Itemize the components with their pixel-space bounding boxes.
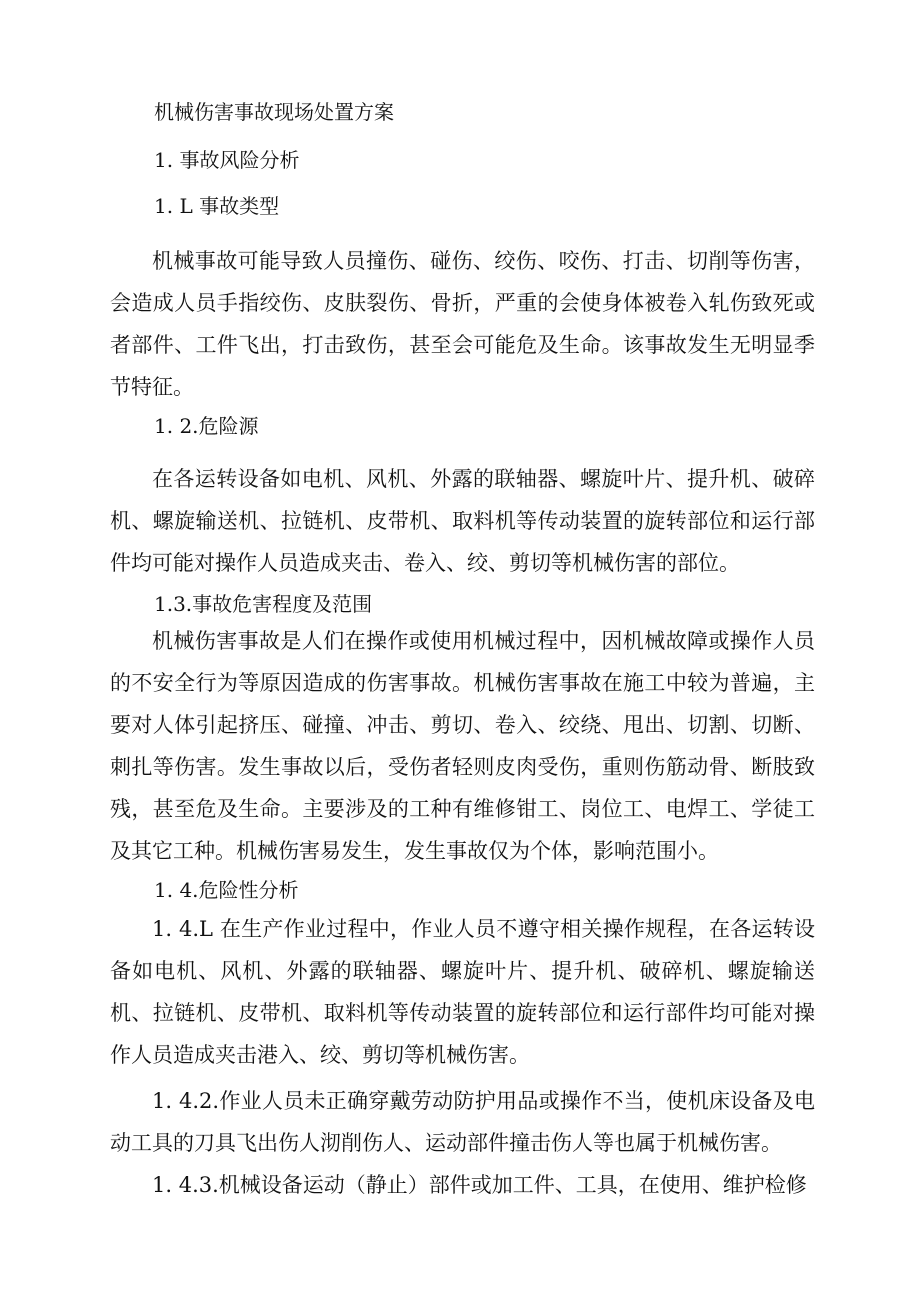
paragraph-risk-1-4-3: 1. 4.3.机械设备运动（静止）部件或加工件、工具，在使用、维护检修 [152,1173,807,1197]
section-heading-1-3: 1.3.事故危害程度及范围 [154,592,373,616]
paragraph-risk-1-4-2: 1. 4.2.作业人员未正确穿戴劳动防护用品或操作不当，使机床设备及电动工具的刀具飞出伤人沏削伤人、运动部件撞击伤人等也属于机械伤害。 [110,1089,815,1155]
section-heading-1-1: 1. L 事故类型 [154,194,280,218]
paragraph-hazard-severity: 机械伤害事故是人们在操作或使用机械过程中，因机械故障或操作人员的不安全行为等原因造成的伤害事故。机械伤害事故在施工中较为普遍，主要对人体引起挤压、碰撞、冲击、剪切、卷入、绞绕、甩出、切割、切断、刺扎等伤害。发生事故以后，受伤者轻则皮肉受伤，重则伤筋动骨、断肢致残，甚至危及生命。主要涉及的工种有维修钳工、岗位工、电焊工、学徒工及其它工种。机械伤害易发生，发生事故仅为个体，影响范围小。 [110,629,815,863]
paragraph-hazard-sources: 在各运转设备如电机、风机、外露的联轴器、螺旋叶片、提升机、破碎机、螺旋输送机、拉链机、皮带机、取料机等传动装置的旋转部位和运行部件均可能对操作人员造成夹击、卷入、绞、剪切等机械伤害的部位。 [110,467,815,575]
section-heading-1-4: 1. 4.危险性分析 [154,878,299,902]
section-heading-1-2: 1. 2.危险源 [154,414,259,438]
paragraph-risk-1-4-1: 1. 4.L 在生产作业过程中，作业人员不遵守相关操作规程，在各运转设备如电机、风机、外露的联轴器、螺旋叶片、提升机、破碎机、螺旋输送机、拉链机、皮带机、取料机等传动装置的旋转部位和运行部件均可能对操作人员造成夹击港入、绞、剪切等机械伤害。 [110,917,815,1067]
paragraph-accident-types: 机械事故可能导致人员撞伤、碰伤、绞伤、咬伤、打击、切削等伤害，会造成人员手指绞伤、皮肤裂伤、骨折，严重的会使身体被卷入轧伤致死或者部件、工件飞出，打击致伤，甚至会可能危及生命。该事故发生无明显季节特征。 [110,249,815,399]
section-heading-1: 1. 事故风险分析 [154,148,300,172]
document-title: 机械伤害事故现场处置方案 [154,100,394,124]
